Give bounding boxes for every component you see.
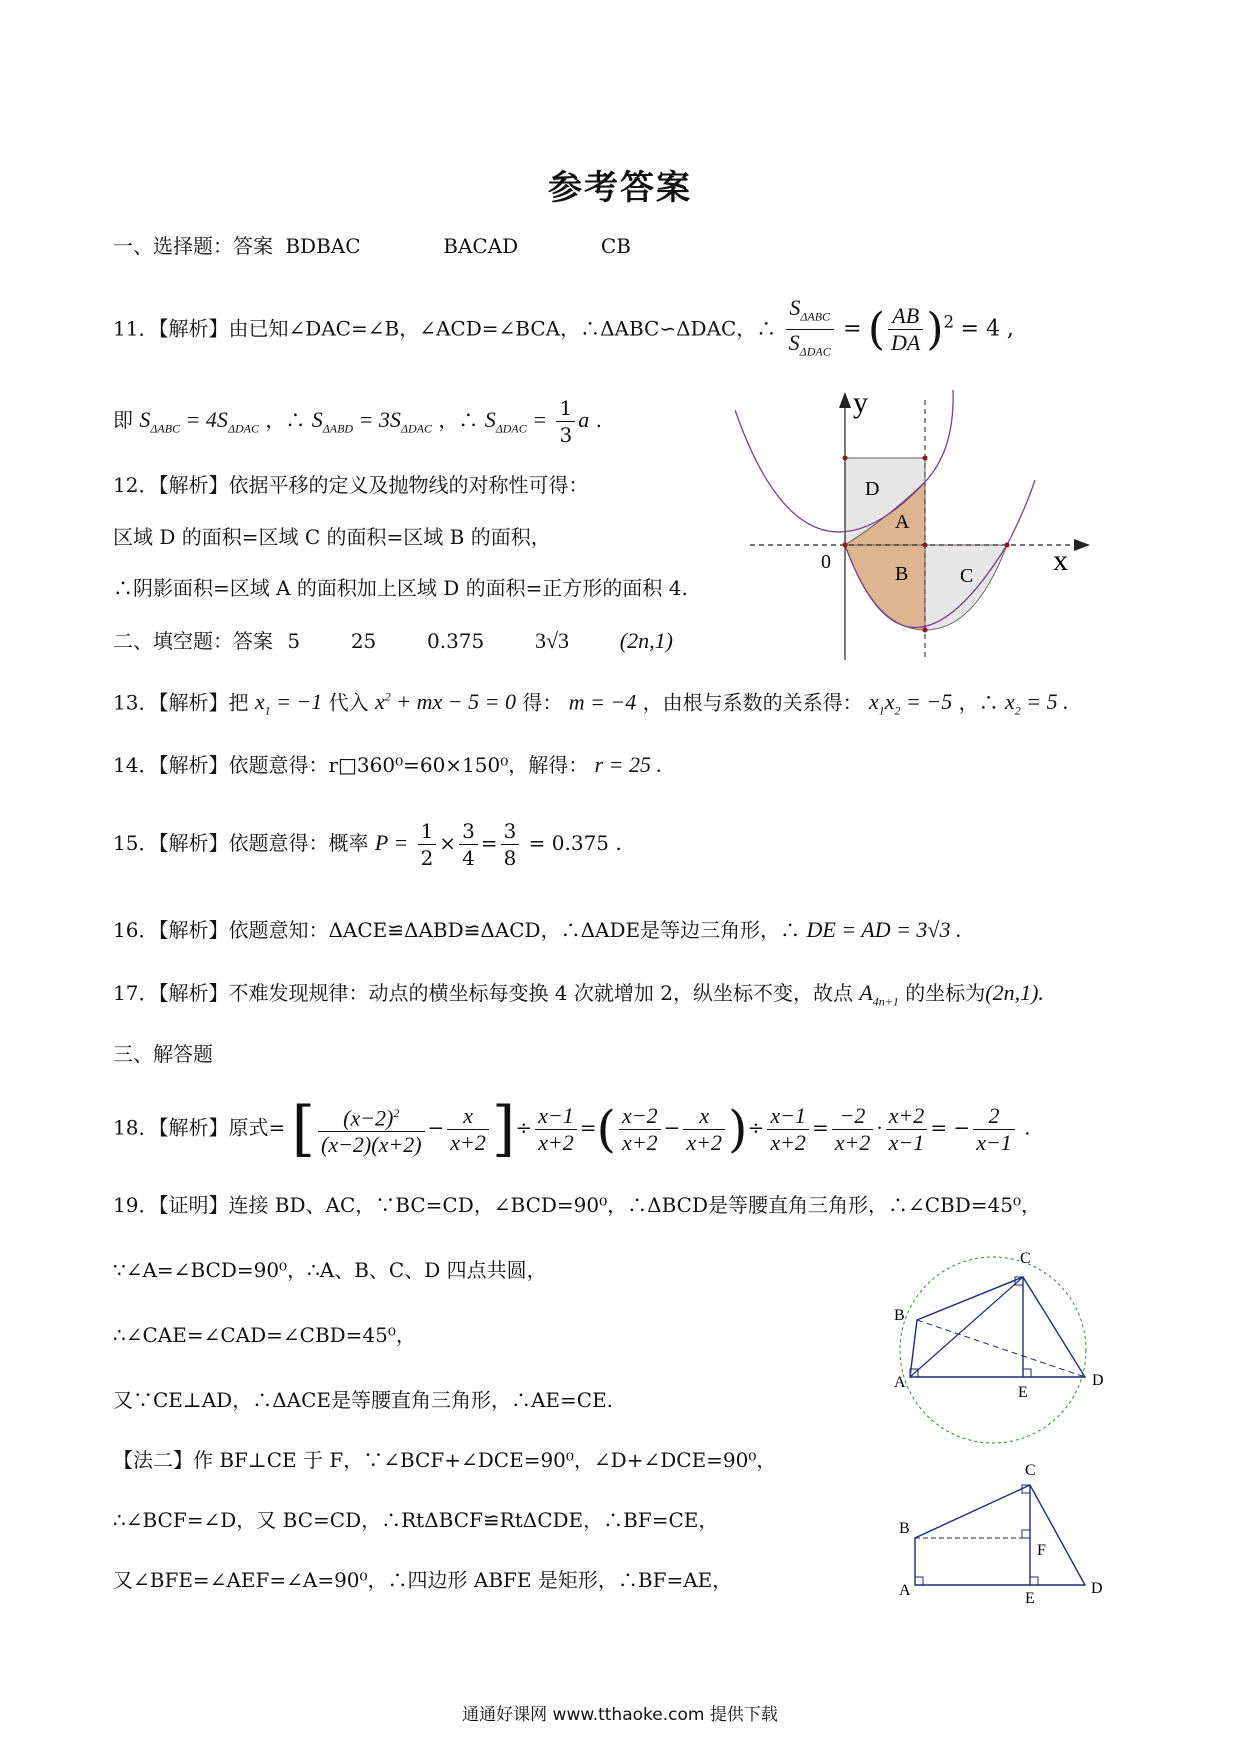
fill-answer-4: 3√3 (534, 628, 570, 653)
q19-line2: ∵∠A=∠BCD=90⁰，∴A、B、C、D 四点共圆， (113, 1258, 547, 1282)
figure-cyclic-quadrilateral (880, 1245, 1110, 1455)
graph-x-label: x (1053, 544, 1068, 577)
section2-label: 二、填空题：答案 (113, 629, 273, 653)
q13-text-e: ，∴ (958, 690, 999, 715)
region-b-shape (845, 545, 925, 630)
section-choice-answers (113, 230, 631, 259)
q19-line6: ∴∠BCF=∠D，又 BC=CD，∴RtΔBCF≌RtΔCDE，∴BF=CE， (113, 1508, 719, 1532)
page-footer: 通通好课网 www.tthaoke.com 提供下载 (462, 1705, 778, 1725)
q19-line4: 又∵CE⊥AD，∴ΔACE是等腰直角三角形，∴AE=CE. (113, 1388, 614, 1412)
q16-text-a: 16．【解析】依题意知：ΔACE≌ΔABD≌ΔACD，∴ΔADE是等边三角形，∴ (113, 918, 801, 942)
fig2-label-a: A (899, 1582, 911, 1599)
q13: 13．【解析】把 $x_1 = -1$ 代入 $x^2$ + mx − 5 = 0 得： m = −4 ，由根与系数的关系得： $x_1x_2 = -5$ ，∴ $x_2 = 5$ . (113, 689, 1069, 718)
graph-y-label: y (853, 390, 868, 419)
q15-text-b: = 0.375 . (528, 831, 622, 855)
fig2-label-f: F (1037, 1542, 1046, 1559)
q18-text-a: 18．【解析】原式= (113, 1115, 286, 1140)
section1-group2: BACAD (443, 234, 519, 258)
q11-line1: 11．【解析】由已知∠DAC=∠B，∠ACD=∠BCA，∴ΔABC∽ΔDAC，∴ $\frac{S_{\Delta ABC}}{S_{\Delta DAC}}$ = ( $\frac{AB}{DA}$ )$^2$ = 4 , (113, 295, 1014, 365)
q16 (113, 915, 962, 945)
q12-line2: 区域 D 的面积=区域 C 的面积=区域 B 的面积， (113, 525, 551, 549)
page-title: 参考答案 (548, 168, 692, 208)
q17-text-a: 17．【解析】不难发现规律：动点的横坐标每变换 4 次就增加 2，纵坐标不变，故点 (113, 981, 853, 1005)
q14 (113, 750, 662, 780)
region-c-shape (925, 545, 1007, 630)
q11-text: 11．【解析】由已知∠DAC=∠B，∠ACD=∠BCA，∴ΔABC∽ΔDAC，∴ (113, 316, 777, 341)
fig2-label-d: D (1091, 1580, 1103, 1597)
q19-line7: 又∠BFE=∠AEF=∠A=90⁰，∴四边形 ABFE 是矩形，∴BF=AE， (113, 1568, 733, 1592)
fig1-label-e: E (1018, 1384, 1028, 1401)
fill-answer-1: 5 (287, 629, 301, 653)
q11-text-d: ，∴ (438, 408, 479, 432)
q13-text-c: 得： (522, 690, 563, 715)
q11-line2: 即 $S_{\Delta ABC} = 4S_{\Delta DAC}$ ，∴ $S_{\Delta ABD} = 3S_{\Delta DAC}$ ，∴ $S_{\Delta DAC}$ = $\frac{1}{3}$ a . (113, 396, 602, 447)
q15-text-a: 15．【解析】依题意得：概率 (113, 831, 369, 855)
q11-text-c: ，∴ (265, 408, 306, 432)
q17-text-b: 的坐标为 (905, 981, 986, 1005)
q19-line1: 19．【证明】连接 BD、AC，∵BC=CD，∠BCD=90⁰，∴ΔBCD是等腰直角三角形，∴∠CBD=45⁰， (113, 1193, 1042, 1217)
graph-region-b: B (895, 563, 909, 585)
section1-group1: BDBAC (285, 234, 361, 258)
fill-answer-2: 25 (350, 629, 377, 653)
fig1-label-d: D (1092, 1372, 1104, 1389)
graph-region-a: A (895, 511, 910, 533)
fig1-label-b: B (894, 1307, 905, 1324)
q13-text-b: 代入 (328, 690, 369, 715)
graph-region-c: C (960, 565, 974, 587)
fill-answer-5: (2n,1) (619, 628, 673, 653)
fig2-label-c: C (1025, 1462, 1036, 1479)
q14-text-a: 14．【解析】依题意得：r□360⁰=60×150⁰，解得： (113, 753, 589, 777)
q11-area-ratio: $\frac{S_{\Delta ABC}}{S_{\Delta DAC}}$ (786, 295, 834, 365)
fill-answer-3: 0.375 (426, 629, 485, 653)
q12-line3: ∴阴影面积=区域 A 的面积加上区域 D 的面积=正方形的面积 4. (113, 576, 688, 600)
fig2-label-b: B (899, 1520, 910, 1537)
q19-line3: ∴∠CAE=∠CAD=∠CBD=45⁰， (113, 1323, 416, 1347)
graph-region-d: D (865, 478, 880, 500)
q11-text-e: . (595, 408, 602, 432)
q19-line5: 【法二】作 BF⊥CE 于 F，∵∠BCF+∠DCE=90⁰，∠D+∠DCE=90⁰， (113, 1448, 777, 1472)
section1-group3: CB (600, 234, 631, 258)
q13-text-a: 13．【解析】把 (113, 690, 249, 715)
parabola-graph (735, 390, 1100, 670)
fig2-label-e: E (1025, 1590, 1035, 1605)
q15: 15．【解析】依题意得：概率 P = $\frac{1}{2}$ × $\frac{3}{4}$ = $\frac{3}{8}$ = 0.375 . (113, 819, 622, 870)
q18: 18．【解析】原式= [ $\frac{(x-2)^2}{(x-2)(x+2)}$ − $\frac{x}{x+2}$ ]÷ $\frac{x-1}{x+2}$ =( $\frac{x-2}{x+2}$ − $\frac{x}{x+2}$ )÷ $\frac{x-1}{x+2}$ = $\frac{-2}{x+2}$ · $\frac{x+2}{x-1}$ = − $\frac{2}{x-1}$ . (113, 1094, 1031, 1165)
figure-rectangle-method (885, 1455, 1115, 1605)
q13-text-d: ，由根与系数的关系得： (642, 690, 863, 715)
q17: 17．【解析】不难发现规律：动点的横坐标每变换 4 次就增加 2，纵坐标不变，故点 $A_{4n+1}$ 的坐标为(2n,1). (113, 980, 1044, 1009)
q14-text-b: r = 25 . (594, 752, 663, 777)
section1-label: 一、选择题：答案 (113, 234, 273, 258)
section-fill-answers (113, 625, 673, 654)
q11-text-b: 即 (113, 408, 133, 432)
q17-text-c: (2n,1). (985, 980, 1044, 1005)
q12-line1: 12．【解析】依据平移的定义及抛物线的对称性可得： (113, 473, 589, 497)
fig1-label-a: A (894, 1374, 906, 1391)
section3-label: 三、解答题 (113, 1042, 213, 1066)
graph-origin-label: 0 (821, 551, 831, 573)
q16-text-b: DE = AD = 3√3 . (806, 917, 962, 942)
fig1-label-c: C (1020, 1250, 1031, 1267)
